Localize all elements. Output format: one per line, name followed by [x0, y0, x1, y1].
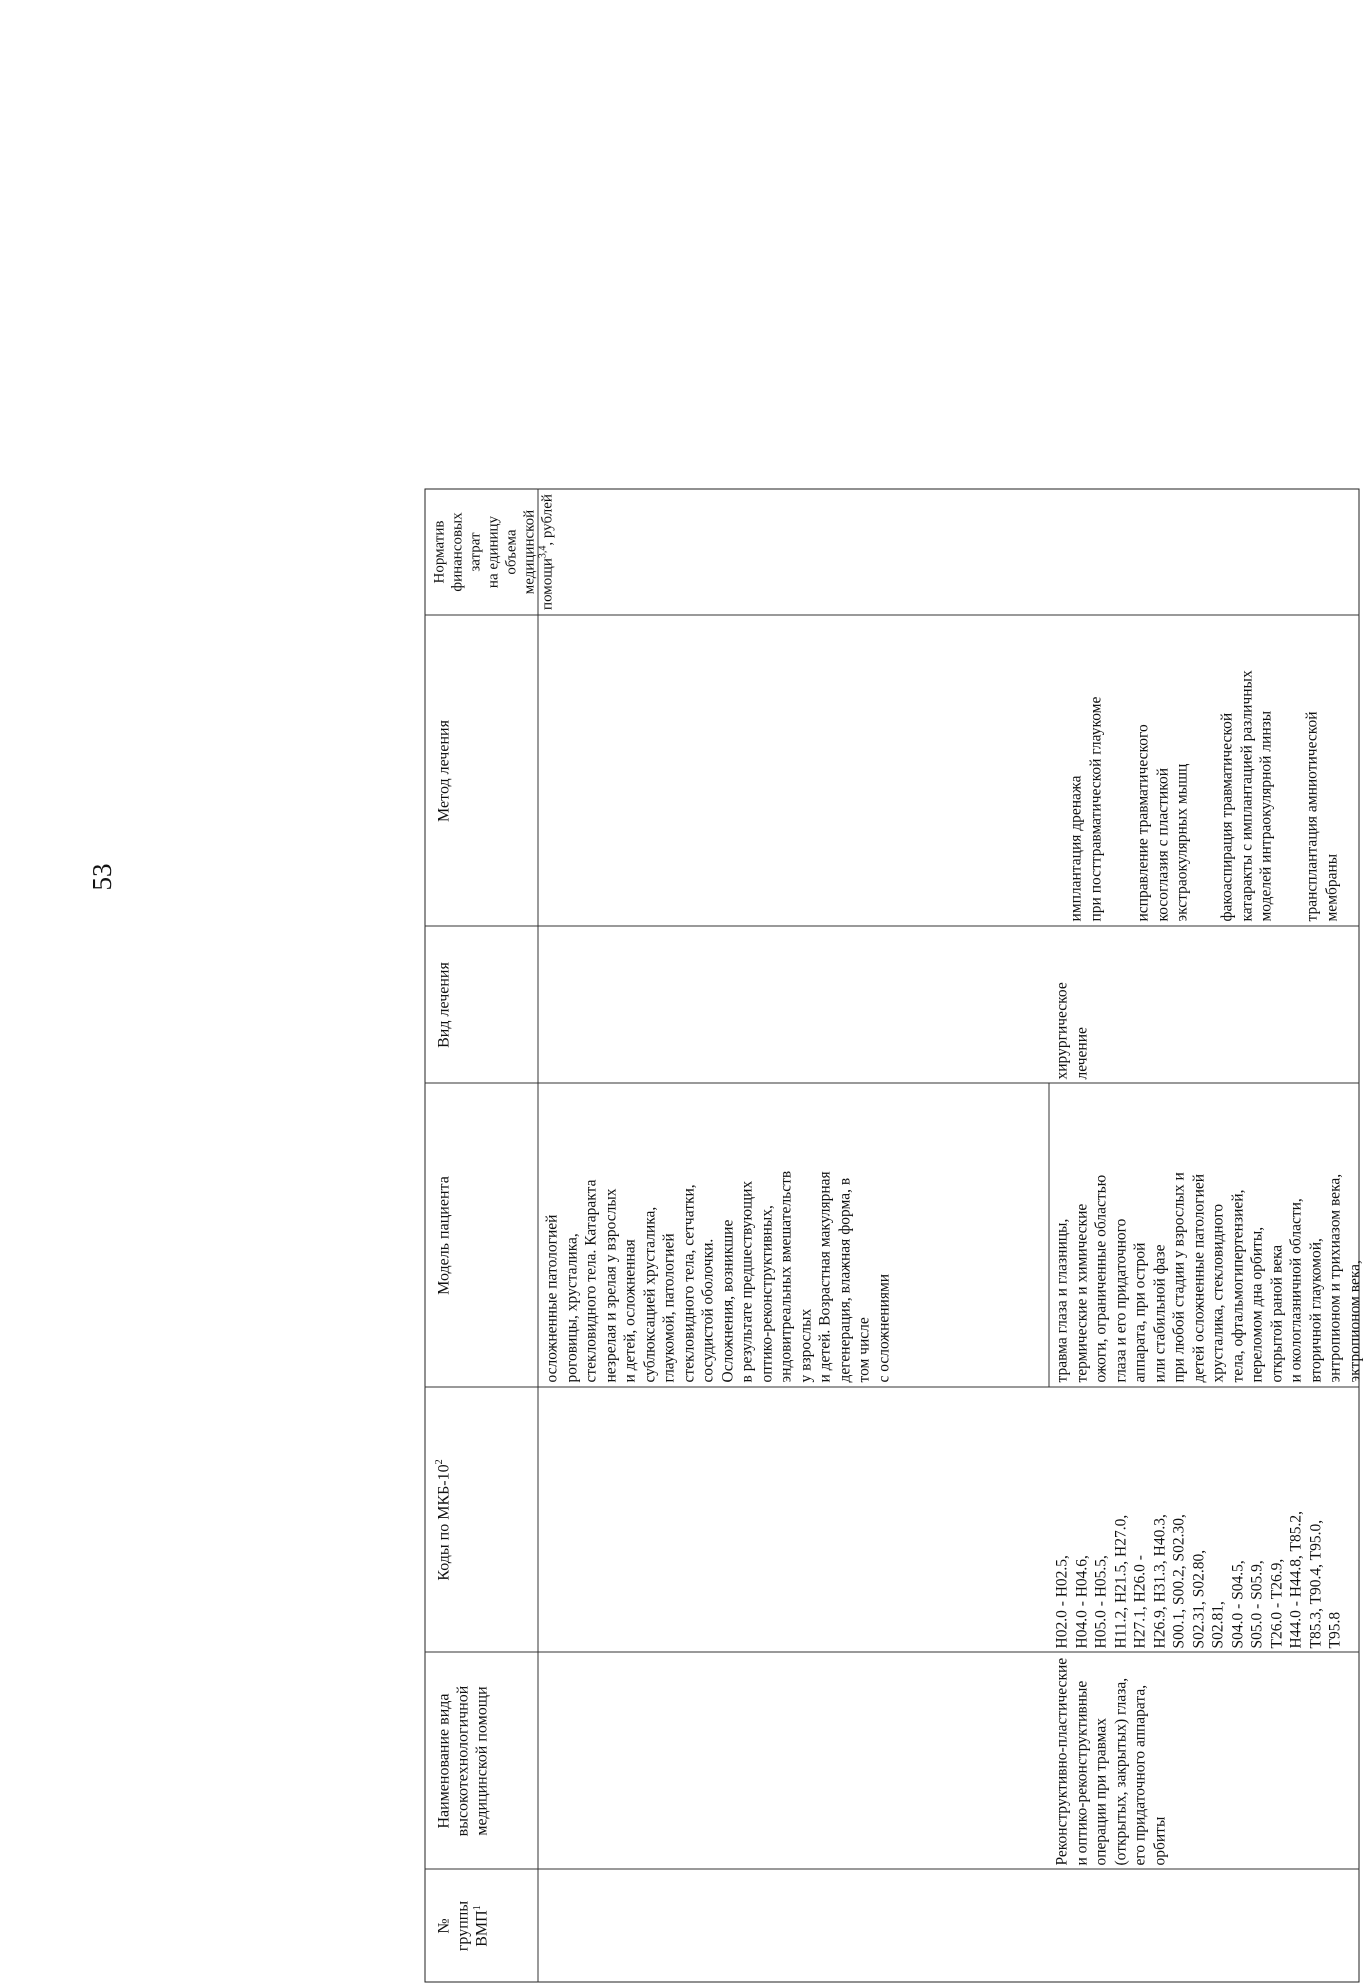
row2-method-1: имплантация дренажа при посттравматической глаукоме: [1067, 696, 1104, 922]
header-model: Модель пациента: [435, 1176, 453, 1295]
row2-codes: H02.0 - H02.5, H04.0 - H04.6, H05.0 - H05.5, H11.2, H21.5, H27.0, H27.1, H26.0 - H26.9, H31.3, H40.3, S00.1, S00.2, S02.30, S02.31, S02.80, S02.81, S04.0 - S04.5, S05.0 - S05.9, T26.0 - T26.9, H44.0 - H44.8, T85.2, T85.3, T90.4, T95.0, T95.8: [1053, 1511, 1344, 1649]
row1-model: осложненные патологией роговицы, хрусталика, стекловидного тела. Катаракта незрелая и зрелая у взрослых и детей, осложненная сублюксацией хрусталика, глаукомой, патологией стекловидного тела, сетчатки, сосудистой оболочки. Осложнения, возникшие в результате предшествующих оптико-реконструктивных, эндовитреальных вмешательств у взрослых и детей. Возрастная макулярная дегенерация, влажная форма, в том числе с осложнениями: [543, 1170, 892, 1383]
row2-type: хирургическое лечение: [1053, 982, 1090, 1080]
row2-model: травма глаза и глазницы, термические и химические ожоги, ограниченные областью глаза и его придаточного аппарата, при острой или стабильной фазе при любой стадии у взрослых и детей осложненные патологией хрусталика, стекловидного тела, офтальмогипертензией, переломом дна орбиты, открытой раной века и окологлазничной области, вторичной глаукомой, энтропионом и трихиазом века, эктропионом века,: [1053, 1172, 1363, 1383]
row2-name: Реконструктивно-пластические и оптико-реконструктивные операции при травмах (открытых, закрытых) глаза, его придаточного аппарата, орбиты: [1053, 1657, 1168, 1866]
col-divider: [425, 1869, 1360, 1870]
header-type: Вид лечения: [435, 962, 453, 1048]
row2-method-4: трансплантация амниотической мембраны: [1303, 711, 1340, 922]
row2-method-2: исправление травматического косоглазия с пластикой экстраокулярных мышц: [1134, 724, 1191, 922]
row-divider-model: [1049, 1084, 1050, 1388]
header-codes: Коды по МКБ-$10^2$: [434, 1459, 453, 1581]
header-divider: [538, 489, 539, 1983]
page-number: 53: [87, 863, 117, 891]
header-method: Метод лечения: [435, 720, 453, 822]
treatment-table: [425, 489, 1363, 1983]
header-norm: Норматив финансовых затрат на единицу объема медицинской помощи$^{3,4}$, рублей: [431, 494, 556, 610]
header-name: Наименование вида высокотехнологичной медицинской помощи: [435, 1685, 491, 1837]
col-divider: [425, 926, 1360, 927]
header-group: № группы ВМП$^1$: [435, 1900, 491, 1952]
row2-method-3: факоаспирация травматической катаракты с имплантацией различных моделей интраокулярной линзы: [1218, 670, 1275, 922]
